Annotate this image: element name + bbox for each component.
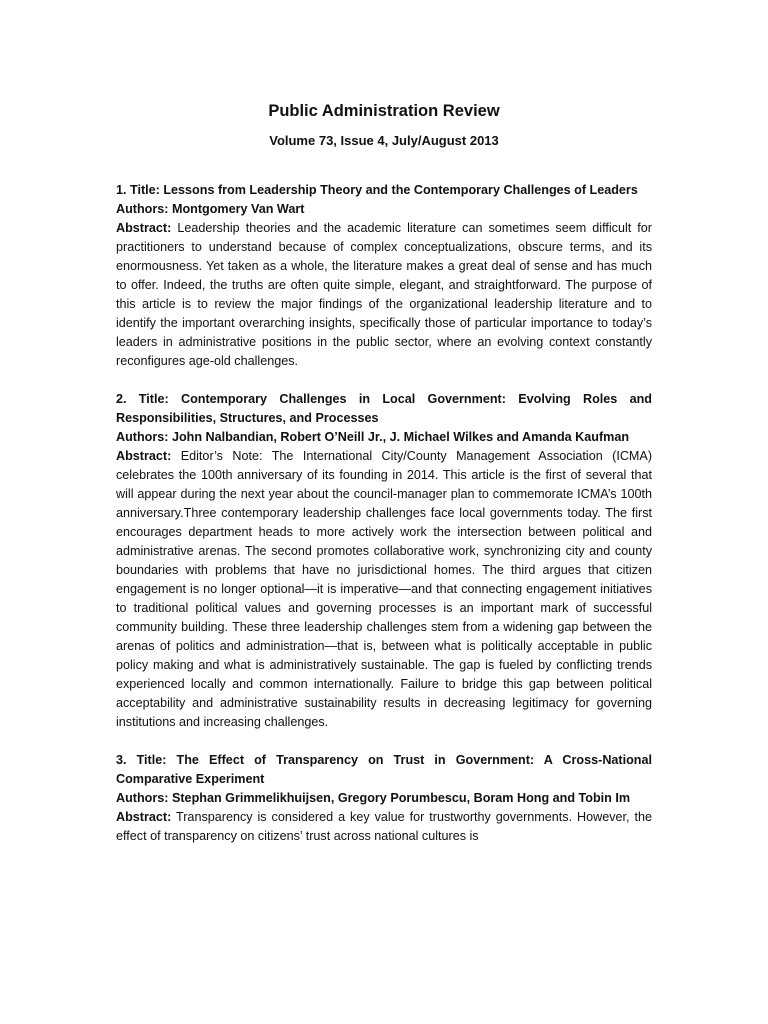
- article-abstract: [116, 219, 652, 371]
- article-authors: Authors: Montgomery Van Wart: [116, 202, 305, 216]
- article-entry-3: [116, 751, 652, 846]
- article-title: 2. Title: Contemporary Challenges in Local Government: Evolving Roles and Responsibilities, Structures, and Processes: [116, 392, 652, 425]
- abstract-label: Abstract:: [116, 221, 172, 235]
- article-entry-2: [116, 390, 652, 732]
- article-entry-1: [116, 181, 652, 371]
- article-title: 1. Title: Lessons from Leadership Theory and the Contemporary Challenges of Leaders: [116, 183, 638, 197]
- document-page: [116, 100, 652, 865]
- journal-title: Public Administration Review: [268, 102, 500, 120]
- abstract-text: Editor’s Note: The International City/County Management Association (ICMA) celebrates the 100th anniversary of its founding in 2014. This article is the first of several that will appear during the next year about the council-manager plan to commemorate ICMA’s 100th anniversary.Three contemporary leadership challenges face local governments today. The first encourages department heads to more actively work the intersection between political and administrative arenas. The second promotes collaborative work, synchronizing city and county boundaries with problems that have no jurisdictional homes. The third argues that citizen engagement is no longer optional—it is imperative—and that connecting engagement initiatives to traditional political values and governing processes is an important mark of successful community building. These three leadership challenges stem from a widening gap between the arenas of politics and administration—that is, between what is politically acceptable in public policy making and what is administratively sustainable. The gap is fueled by conflicting trends experienced locally and common internationally. Failure to bridge this gap between political acceptability and administrative sustainability results in decreasing legitimacy for governing institutions and increasing challenges.: [116, 449, 653, 729]
- article-authors: Authors: Stephan Grimmelikhuijsen, Gregory Porumbescu, Boram Hong and Tobin Im: [116, 791, 631, 805]
- abstract-label: Abstract:: [116, 810, 172, 824]
- article-title: 3. Title: The Effect of Transparency on Trust in Government: A Cross-National Comparative Experiment: [116, 753, 652, 786]
- abstract-text: Leadership theories and the academic literature can sometimes seem difficult for practitioners to understand because of complex conceptualizations, obscure terms, and its enormousness. Yet taken as a whole, the literature makes a great deal of sense and has much to offer. Indeed, the truths are often quite simple, elegant, and straightforward. The purpose of this article is to review the major findings of the organizational leadership literature and to identify the important overarching insights, specifically those of particular importance to today’s leaders in administrative positions in the public sector, where an evolving context constantly reconfigures age-old challenges.: [116, 221, 652, 368]
- article-abstract: [116, 808, 652, 846]
- abstract-text: Transparency is considered a key value for trustworthy governments. However, the effect of transparency on citizens’ trust across national cultures is: [116, 810, 652, 843]
- article-authors: Authors: John Nalbandian, Robert O’Neill Jr., J. Michael Wilkes and Amanda Kaufman: [116, 430, 630, 444]
- abstract-label: Abstract:: [116, 449, 172, 463]
- article-abstract: [116, 447, 652, 732]
- issue-line: Volume 73, Issue 4, July/August 2013: [269, 133, 499, 148]
